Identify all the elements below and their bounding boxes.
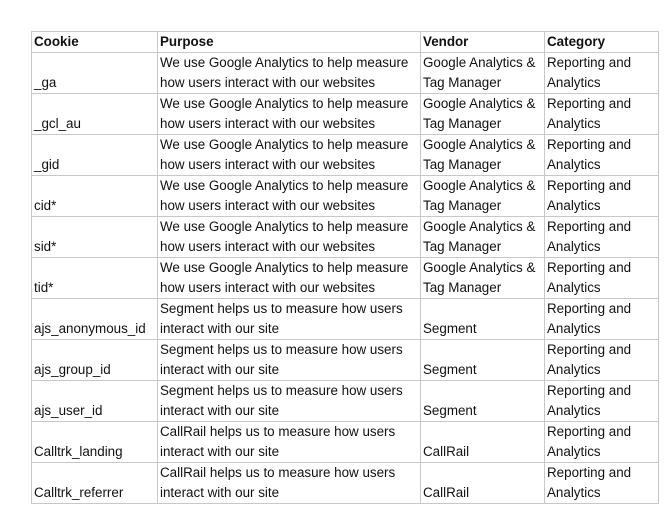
vendor-line: Segment — [423, 362, 477, 377]
cookie-name-cell — [32, 135, 158, 176]
vendor-line: Google Analytics & — [423, 96, 536, 111]
cookie-name: _gid — [34, 157, 60, 172]
purpose-line: CallRail helps us to measure how users — [160, 465, 396, 480]
purpose-cell — [158, 176, 421, 217]
purpose-line: how users interact with our websites — [160, 239, 376, 254]
cookie-name: ajs_anonymous_id — [34, 321, 146, 336]
category-cell — [545, 53, 659, 94]
category-cell — [545, 381, 659, 422]
table-row — [32, 94, 659, 135]
vendor-line: Tag Manager — [423, 75, 502, 90]
vendor-line: CallRail — [423, 444, 470, 459]
category-line: Analytics — [547, 116, 601, 131]
vendor-line: Google Analytics & — [423, 137, 536, 152]
purpose-line: interact with our site — [160, 444, 280, 459]
cookie-name: Calltrk_referrer — [34, 485, 124, 500]
cookie-name: ajs_group_id — [34, 362, 111, 377]
vendor-cell — [421, 381, 545, 422]
purpose-line: Segment helps us to measure how users — [160, 301, 403, 316]
vendor-cell — [421, 340, 545, 381]
table-row — [32, 463, 659, 504]
vendor-cell — [421, 258, 545, 299]
cookie-name-cell — [32, 258, 158, 299]
purpose-line: how users interact with our websites — [160, 116, 376, 131]
category-line: Analytics — [547, 403, 601, 418]
cookie-name-cell — [32, 340, 158, 381]
category-line: Analytics — [547, 321, 601, 336]
cookie-name-cell — [32, 463, 158, 504]
purpose-line: We use Google Analytics to help measure — [160, 219, 409, 234]
cookie-name-cell — [32, 217, 158, 258]
purpose-line: how users interact with our websites — [160, 75, 376, 90]
vendor-line: CallRail — [423, 485, 470, 500]
vendor-line: Tag Manager — [423, 239, 502, 254]
category-line: Reporting and — [547, 301, 632, 316]
cookie-name-cell — [32, 299, 158, 340]
header-category: Category — [545, 32, 659, 53]
purpose-cell — [158, 381, 421, 422]
vendor-line: Tag Manager — [423, 116, 502, 131]
vendor-line: Segment — [423, 403, 477, 418]
table-row — [32, 258, 659, 299]
vendor-cell — [421, 299, 545, 340]
category-line: Analytics — [547, 198, 601, 213]
purpose-line: We use Google Analytics to help measure — [160, 178, 409, 193]
table-body — [32, 53, 659, 504]
category-line: Analytics — [547, 239, 601, 254]
purpose-cell — [158, 94, 421, 135]
table-header-row — [32, 32, 659, 53]
cookie-name-cell — [32, 381, 158, 422]
category-cell — [545, 94, 659, 135]
purpose-cell — [158, 258, 421, 299]
category-cell — [545, 135, 659, 176]
purpose-line: Segment helps us to measure how users — [160, 383, 403, 398]
vendor-line: Google Analytics & — [423, 260, 536, 275]
category-line: Analytics — [547, 75, 601, 90]
vendor-line: Tag Manager — [423, 280, 502, 295]
table-row — [32, 422, 659, 463]
category-line: Reporting and — [547, 260, 632, 275]
vendor-cell — [421, 422, 545, 463]
purpose-line: interact with our site — [160, 362, 280, 377]
vendor-cell — [421, 463, 545, 504]
purpose-cell — [158, 135, 421, 176]
table-row — [32, 381, 659, 422]
header-purpose: Purpose — [158, 32, 421, 53]
cookie-name-cell — [32, 422, 158, 463]
table-row — [32, 340, 659, 381]
purpose-cell — [158, 53, 421, 94]
purpose-line: We use Google Analytics to help measure — [160, 260, 409, 275]
category-line: Reporting and — [547, 342, 632, 357]
table-row — [32, 217, 659, 258]
vendor-cell — [421, 217, 545, 258]
cookie-name-cell — [32, 94, 158, 135]
vendor-cell — [421, 53, 545, 94]
cookie-name-cell — [32, 176, 158, 217]
category-line: Analytics — [547, 444, 601, 459]
purpose-line: Segment helps us to measure how users — [160, 342, 403, 357]
category-line: Analytics — [547, 280, 601, 295]
table-row — [32, 176, 659, 217]
category-line: Reporting and — [547, 178, 632, 193]
table-row — [32, 53, 659, 94]
vendor-line: Google Analytics & — [423, 178, 536, 193]
cookie-name: Calltrk_landing — [34, 444, 123, 459]
purpose-cell — [158, 422, 421, 463]
purpose-cell — [158, 299, 421, 340]
category-line: Reporting and — [547, 465, 632, 480]
purpose-line: how users interact with our websites — [160, 198, 376, 213]
category-line: Reporting and — [547, 96, 632, 111]
vendor-cell — [421, 135, 545, 176]
vendor-cell — [421, 94, 545, 135]
category-cell — [545, 258, 659, 299]
vendor-cell — [421, 176, 545, 217]
purpose-line: interact with our site — [160, 321, 280, 336]
cookie-name: _gcl_au — [34, 116, 81, 131]
purpose-cell — [158, 463, 421, 504]
purpose-line: how users interact with our websites — [160, 157, 376, 172]
category-line: Reporting and — [547, 424, 632, 439]
purpose-line: interact with our site — [160, 485, 280, 500]
category-line: Reporting and — [547, 219, 632, 234]
category-line: Reporting and — [547, 137, 632, 152]
purpose-line: We use Google Analytics to help measure — [160, 55, 409, 70]
category-cell — [545, 217, 659, 258]
purpose-line: We use Google Analytics to help measure — [160, 137, 409, 152]
category-cell — [545, 299, 659, 340]
purpose-line: how users interact with our websites — [160, 280, 376, 295]
cookie-name: cid* — [34, 198, 57, 213]
category-cell — [545, 422, 659, 463]
category-line: Reporting and — [547, 55, 632, 70]
cookie-name: ajs_user_id — [34, 403, 103, 418]
category-line: Analytics — [547, 157, 601, 172]
table-row — [32, 135, 659, 176]
purpose-line: CallRail helps us to measure how users — [160, 424, 396, 439]
cookie-table — [31, 31, 659, 504]
vendor-line: Tag Manager — [423, 157, 502, 172]
category-cell — [545, 340, 659, 381]
table-row — [32, 299, 659, 340]
category-cell — [545, 463, 659, 504]
cookie-name-cell — [32, 53, 158, 94]
header-vendor: Vendor — [421, 32, 545, 53]
vendor-line: Google Analytics & — [423, 219, 536, 234]
purpose-cell — [158, 217, 421, 258]
cookie-name: _ga — [34, 75, 57, 90]
cookie-name: sid* — [34, 239, 57, 254]
purpose-line: We use Google Analytics to help measure — [160, 96, 409, 111]
purpose-cell — [158, 340, 421, 381]
vendor-line: Segment — [423, 321, 477, 336]
header-cookie: Cookie — [32, 32, 158, 53]
category-cell — [545, 176, 659, 217]
category-line: Analytics — [547, 362, 601, 377]
purpose-line: interact with our site — [160, 403, 280, 418]
category-line: Reporting and — [547, 383, 632, 398]
vendor-line: Google Analytics & — [423, 55, 536, 70]
cookie-name: tid* — [34, 280, 54, 295]
category-line: Analytics — [547, 485, 601, 500]
vendor-line: Tag Manager — [423, 198, 502, 213]
